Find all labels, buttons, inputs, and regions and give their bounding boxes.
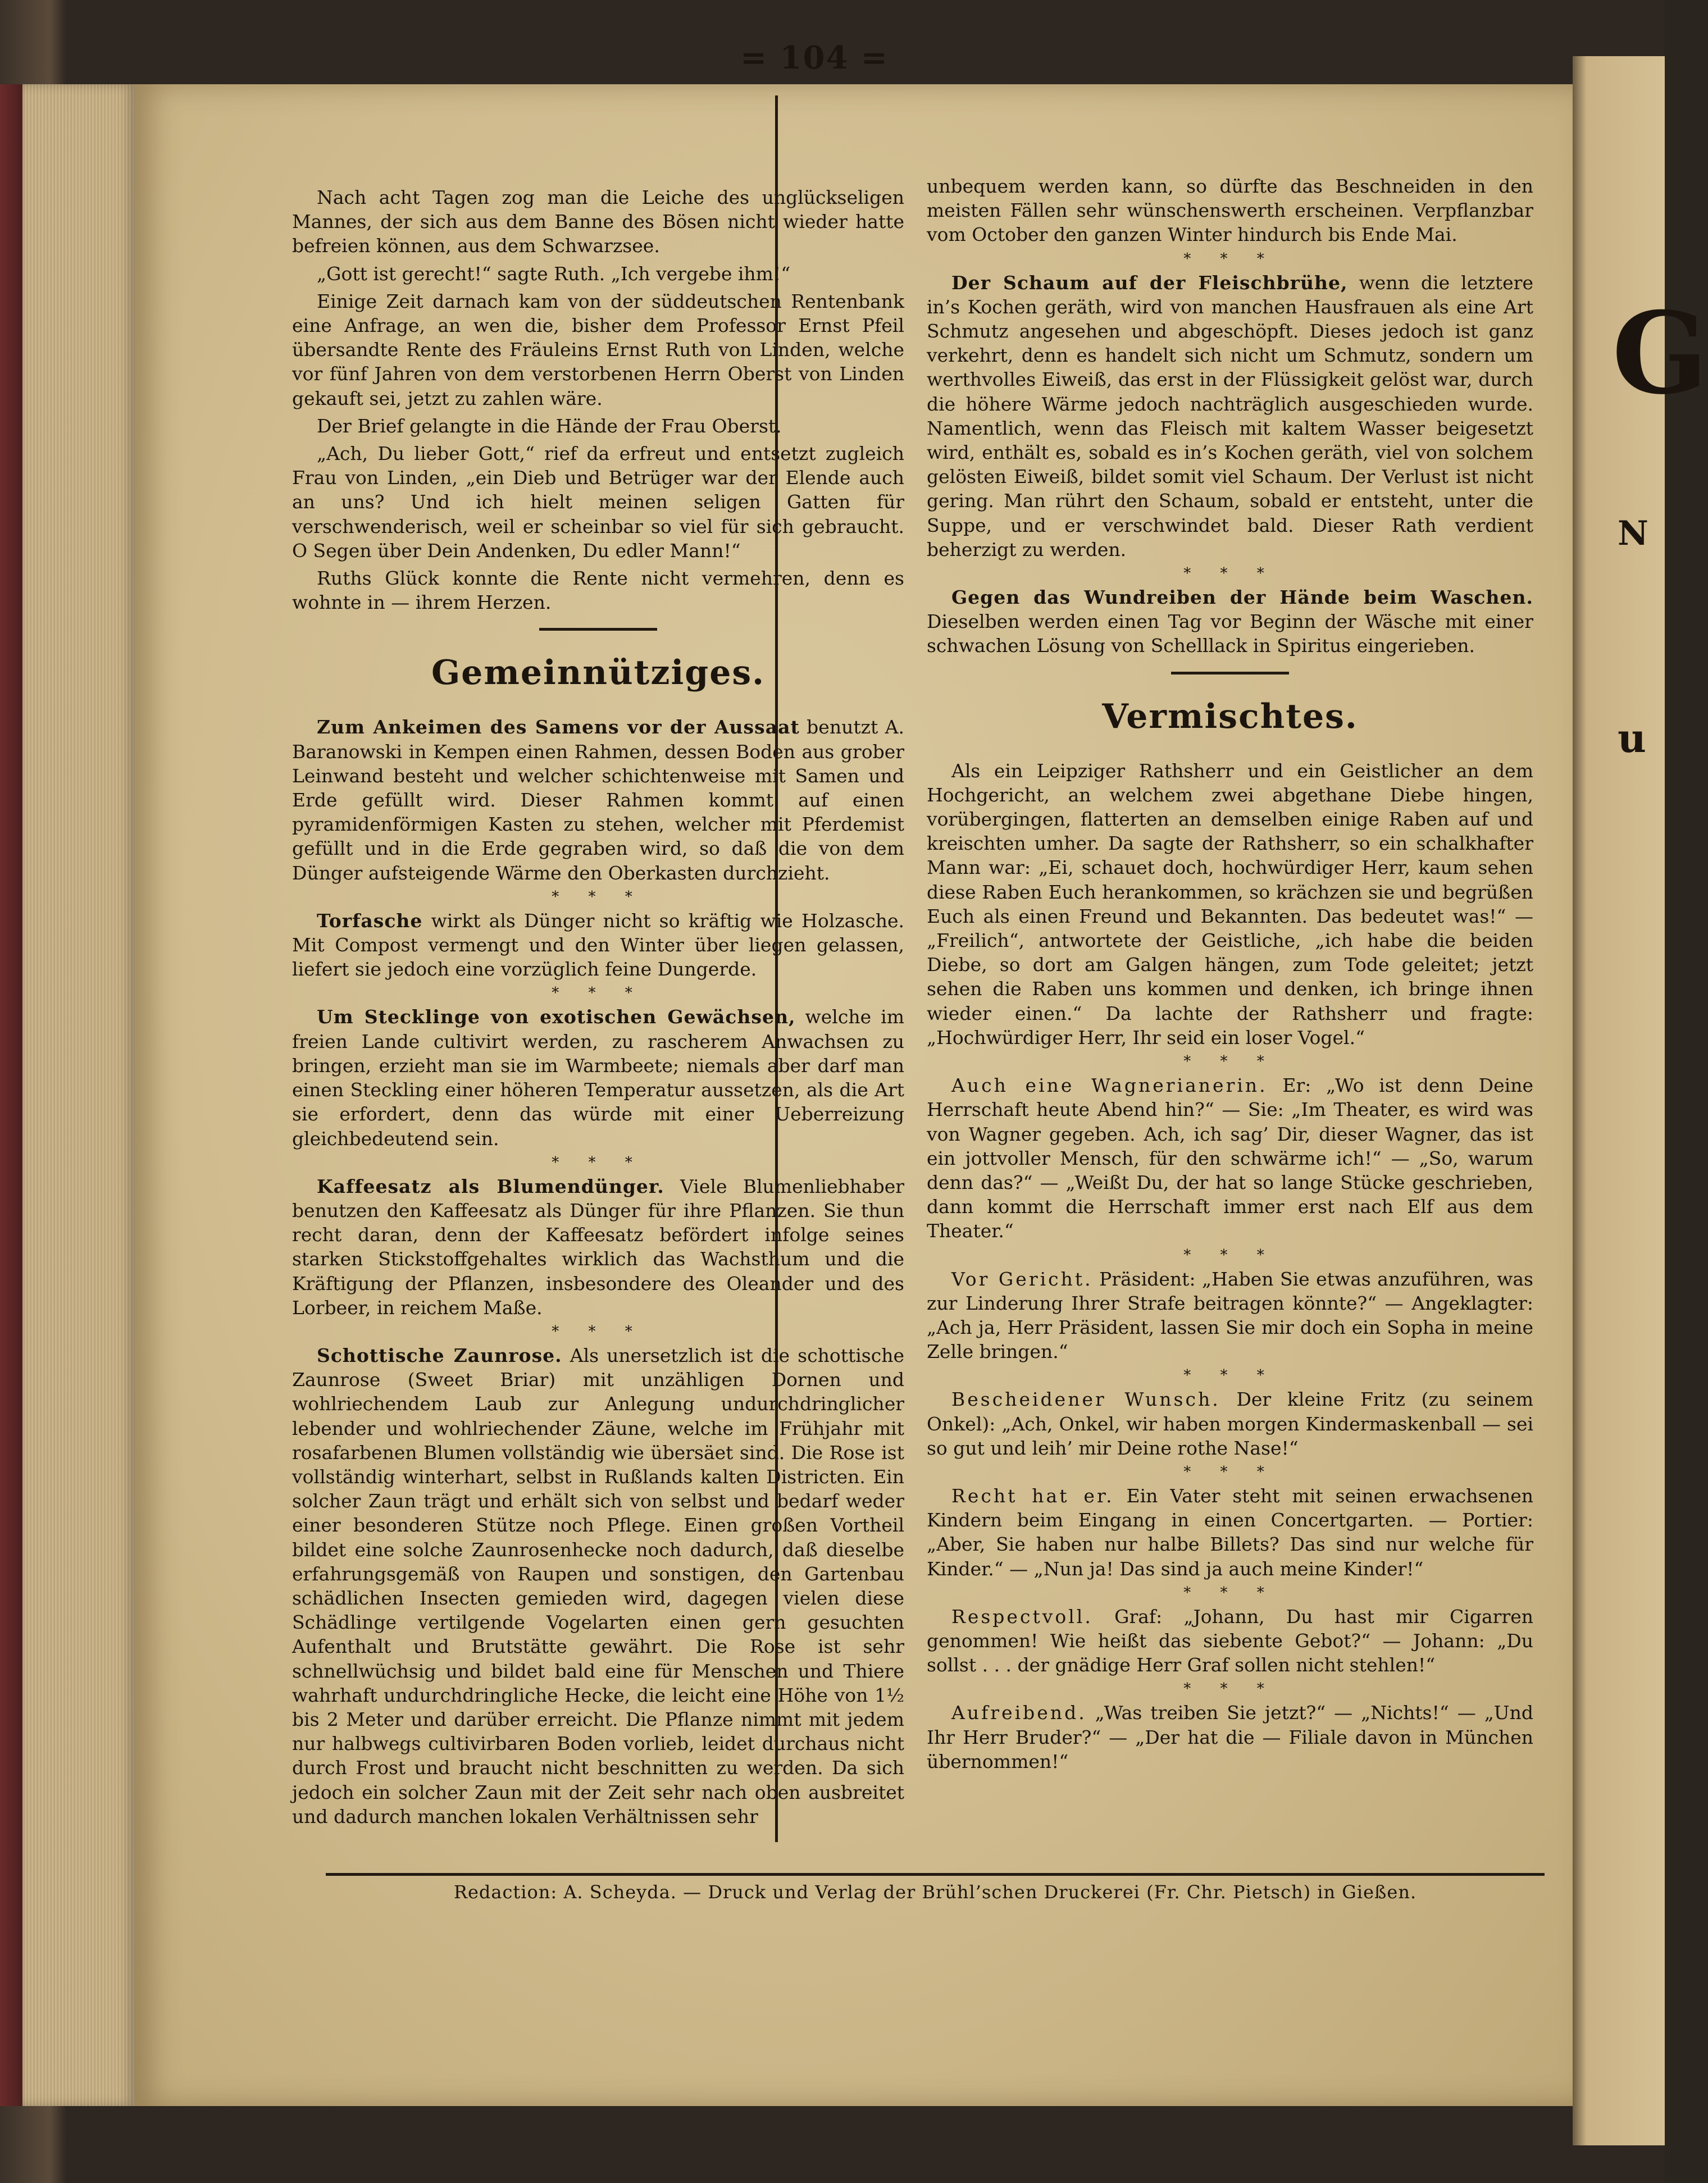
anecdote [927,1484,1533,1581]
article-continuation: unbequem werden kann, so dürfte das Beschneiden in den meisten Fällen sehr wünschenswerth erscheinen. Verpflanzbar vom October den ganzen Winter hindurch bis Ende Mai. [927,175,1533,246]
story-paragraph: „Ach, Du lieber Gott,“ rief da erfreut und entsetzt zugleich Frau von Linden, „ein Dieb und Betrüger war der Elende auch an uns? Und ich hielt meinen seligen Gatten für verschwenderisch, weil er scheinbar so viel für sich gebraucht. O Segen über Dein Andenken, Du edler Mann!“ [292,443,904,562]
anecdote [927,1073,1533,1243]
article-lead: Um Stecklinge von exotischen Gewächsen, [317,1006,796,1028]
anecdote [927,1387,1533,1460]
footer-rule [326,1873,1545,1876]
anecdote-lead: Auch eine Wagnerianerin. [951,1074,1268,1097]
adjacent-page-glyph: G [1612,288,1708,420]
separator-stars: * * * [1183,1463,1277,1480]
article-lead: Der Schaum auf der Fleischbrühe, [951,271,1348,294]
right-column [927,174,1533,1777]
adjacent-page-glyph: N [1618,514,1648,553]
anecdote-text: Der kleine Fritz (zu seinem Onkel): „Ach, Onkel, wir haben morgen Kindermaskenball — sei so gut und leih’ mir Deine rothe Nase!“ [927,1388,1533,1459]
separator-stars: * * * [1183,250,1277,267]
section-rule [539,628,657,631]
article-lead: Kaffeesatz als Blumendünger. [317,1175,664,1197]
imprint-footer: Redaction: A. Scheyda. — Druck und Verlag der Brühl’schen Druckerei (Fr. Chr. Pietsch) in Gießen. [453,1881,1417,1903]
story-paragraph: Einige Zeit darnach kam von der süddeutschen Rentenbank eine Anfrage, an wen die, bisher dem Professor Ernst Pfeil übersandte Rente des Fräuleins Ernst Ruth von Linden, welche vor fünf Jahren von dem verstorbenen Herrn Oberst von Linden gekauft sei, jetzt zu zahlen wäre. [292,290,904,409]
article-item [292,715,904,885]
article-text: Dieselben werden einen Tag vor Beginn der Wäsche mit einer schwachen Lösung von Schelllack in Spiritus eingerieben. [927,610,1533,657]
separator-stars: * * * [1183,1584,1277,1601]
article-text: Als unersetzlich ist die schottische Zaunrose (Sweet Briar) mit unzähligen Dornen und wohlriechendem Laub zur Anlegung undurchdringlicher lebender und wohlriechender Zäune, welche im Frühjahr mit rosafarbenen Blumen vollständig wie übersäet sind. Die Rose ist vollständig winterhart, selbst in Rußlands kalten Districten. Ein solcher Zaun trägt und erhält sich von selbst und bedarf weder einer besonderen Stütze noch Pflege. Einen großen Vortheil bildet eine solche Zaunrosenhecke noch dadurch, daß dieselbe erfahrungsgemäß von Raupen und sonstigen, den Gartenbau schädlichen Insecten gemieden wird, dagegen vielen diese Schädlinge vertilgende Vogelarten einen gern gesuchten Aufenthalt und Brutstätte gewährt. Die Rose ist sehr schnellwüchsig und bildet bald eine für Menschen und Thiere wahrhaft undurchdringliche Hecke, die leicht eine Höhe von 1½ bis 2 Meter und darüber erreicht. Die Pflanze nimmt mit jedem nur halbwegs cultivirbaren Boden vorlieb, leidet durchaus nicht durch Frost und braucht nicht beschnitten zu werden. Da sich jedoch ein solcher Zaun mit der Zeit sehr nach oben ausbreitet und dadurch manchen lokalen Verhältnissen sehr [292,1344,904,1827]
story-ending [292,185,904,614]
anecdote [927,1605,1533,1678]
anecdote [927,759,1533,1050]
anecdote-text: „Was treiben Sie jetzt?“ — „Nichts!“ — „Und Ihr Herr Bruder?“ — „Der hat die — Filiale davon in München übernommen!“ [927,1702,1533,1772]
adjacent-page-glyph: u [1618,715,1646,762]
article-lead: Torfasche [317,909,423,932]
article-text: wirkt als Dünger nicht so kräftig wie Holzasche. Mit Compost vermengt und den Winter über liegen gelassen, liefert sie jedoch eine vorzüglich feine Dungerde. [292,909,904,981]
article-item [292,1174,904,1320]
article-item [292,1005,904,1150]
anecdote-lead: Respectvoll. [951,1605,1093,1628]
article-lead: Gegen das Wundreiben der Hände beim Waschen. [951,586,1533,609]
separator-stars: * * * [552,888,645,905]
anecdote-text: Als ein Leipziger Rathsherr und ein Geistlicher an dem Hochgericht, an welchem zwei abgethane Diebe hingen, vorübergingen, flatterten an demselben einige Raben auf und kreischten umher. Da sagte der Rathsherr, so ein schalkhafter Mann war: „Ei, schauet doch, hochwürdiger Herr, kaum sehen diese Raben Euch herankommen, so krächzen sie und begrüßen Euch als einen Freund und Bekannten. Das bedeutet was!“ — „Freilich“, antwortete der Geistliche, „ich habe die beiden Diebe, so dort am Galgen hängen, zum Tode geleitet; jetzt sehen die Raben uns kommen und denken, ich bringe ihnen wieder einen.“ Da lachte der Rathsherr und fragte: „Hochwürdiger Herr, Ihr seid ein loser Vogel.“ [927,759,1533,1049]
anecdote-text: Er: „Wo ist denn Deine Herrschaft heute Abend hin?“ — Sie: „Im Theater, es wird was von Wagner gegeben. Ach, ich sag’ Dir, dieser Wagner, das ist ein jottvoller Mensch, für den schwärme ich!“ — „So, warum denn das?“ — „Weißt Du, der hat so lange Stücke geschrieben, dann kommt die Herrschaft immer erst nach Elf aus dem Theater.“ [927,1074,1534,1242]
article-text: benutzt A. Baranowski in Kempen einen Rahmen, dessen Boden aus grober Leinwand besteht und welcher schichtenweise mit Samen und Erde gefüllt wird. Dieser Rahmen kommt auf einen pyramidenförmigen Kasten zu stehen, welcher mit Pferdemist gefüllt und in die Erde gegraben wird, so daß die von dem Dünger aufsteigende Wärme den Oberkasten durchzieht. [292,716,905,884]
story-paragraph: Ruths Glück konnte die Rente nicht vermehren, denn es wohnte in — ihrem Herzen. [292,567,904,614]
article-text: Viele Blumenliebhaber benutzen den Kaffeesatz als Dünger für ihre Pflanzen. Sie thun recht daran, denn der Kaffeesatz befördert infolge seines starken Stickstoffgehaltes wirklich das Wachsthum und die Kräftigung der Pflanzen, insbesondere des Oleander und des Lorbeer, in reichem Maße. [292,1175,905,1319]
article-item [927,271,1533,562]
article-text: wenn die letztere in’s Kochen geräth, wird von manchen Hausfrauen als eine Art Schmutz angesehen und abgeschöpft. Dieses jedoch ist ganz verkehrt, denn es handelt sich nicht um Schmutz, sondern um werthvolles Eiweiß, das erst in der Flüssigkeit gelöst war, durch die höhere Wärme jedoch nachträglich ausgeschieden wurde. Namentlich, wenn das Fleisch mit kaltem Wasser beigesetzt wird, enthält es, sobald es in’s Kochen geräth, viel von solchem gelösten Eiweiß, bildet somit viel Schaum. Der Verlust ist nicht gering. Man rührt den Schaum, sobald er entsteht, unter die Suppe, und er verschwindet bald. Dieser Rath verdient beherzigt zu werden. [927,271,1533,560]
section-rule [1171,672,1289,675]
anecdote-text: Graf: „Johann, Du hast mir Cigarren genommen! Wie heißt das siebente Gebot?“ — Johann: „Du sollst . . . der gnädige Herr Graf sollen nicht stehlen!“ [927,1605,1533,1676]
article-lead: Schottische Zaunrose. [317,1344,562,1366]
anecdote-text: Präsident: „Haben Sie etwas anzuführen, was zur Linderung Ihrer Strafe beitragen könnte?“ — Angeklagter: „Ach ja, Herr Präsident, lassen Sie mir doch ein Sopha in meine Zelle bringen.“ [927,1268,1533,1363]
separator-stars: * * * [1183,1680,1277,1698]
separator-stars: * * * [552,1323,645,1340]
article-lead: Zum Ankeimen des Samens vor der Aussaat [317,716,800,739]
story-paragraph: Nach acht Tagen zog man die Leiche des unglückseligen Mannes, der sich aus dem Banne des Bösen nicht wieder hatte befreien können, aus dem Schwarzsee. [292,186,904,257]
separator-stars: * * * [1183,1053,1277,1070]
anecdote-lead: Bescheidener Wunsch. [951,1388,1220,1411]
separator-stars: * * * [1183,1246,1277,1264]
anecdote [927,1267,1533,1364]
book-spine [0,84,22,2106]
separator-stars: * * * [552,1154,645,1171]
page-number: = 104 = [740,39,889,76]
article-text: welche im freien Lande cultivirt werden, zu rascherem Anwachsen zu bringen, erzieht man sie im Warmbeete; niemals aber darf man einen Steckling einer höheren Temperatur aussetzen, als die Art sie erfordert, denn das würde mit einer Ueberreizung gleichbedeutend sein. [292,1006,905,1150]
separator-stars: * * * [1183,1367,1277,1384]
separator-stars: * * * [1183,565,1277,582]
page-edges [22,84,135,2106]
anecdote-lead: Recht hat er. [951,1484,1114,1507]
anecdote-lead: Aufreibend. [951,1702,1087,1724]
story-paragraph: „Gott ist gerecht!“ sagte Ruth. „Ich vergebe ihm!“ [317,262,791,285]
anecdote-text: Ein Vater steht mit seinen erwachsenen Kindern beim Eingang in einen Concertgarten. — Portier: „Aber, Sie haben nur halbe Billets? Das sind nur welche für Kinder.“ — „Nun ja! Das sind ja auch meine Kinder!“ [927,1484,1533,1580]
anecdote-lead: Vor Gericht. [951,1268,1093,1290]
article-item [927,585,1533,658]
section-title-gemeinnuetziges: Gemeinnütziges. [431,653,766,693]
anecdote [927,1701,1533,1774]
left-column [292,185,904,1832]
article-item [292,909,904,982]
story-paragraph: Der Brief gelangte in die Hände der Frau Oberst. [317,414,782,437]
adjacent-page-edge [1573,56,1708,2145]
section-title-vermischtes: Vermischtes. [1102,696,1358,736]
separator-stars: * * * [552,985,645,1002]
article-item [292,1343,904,1829]
